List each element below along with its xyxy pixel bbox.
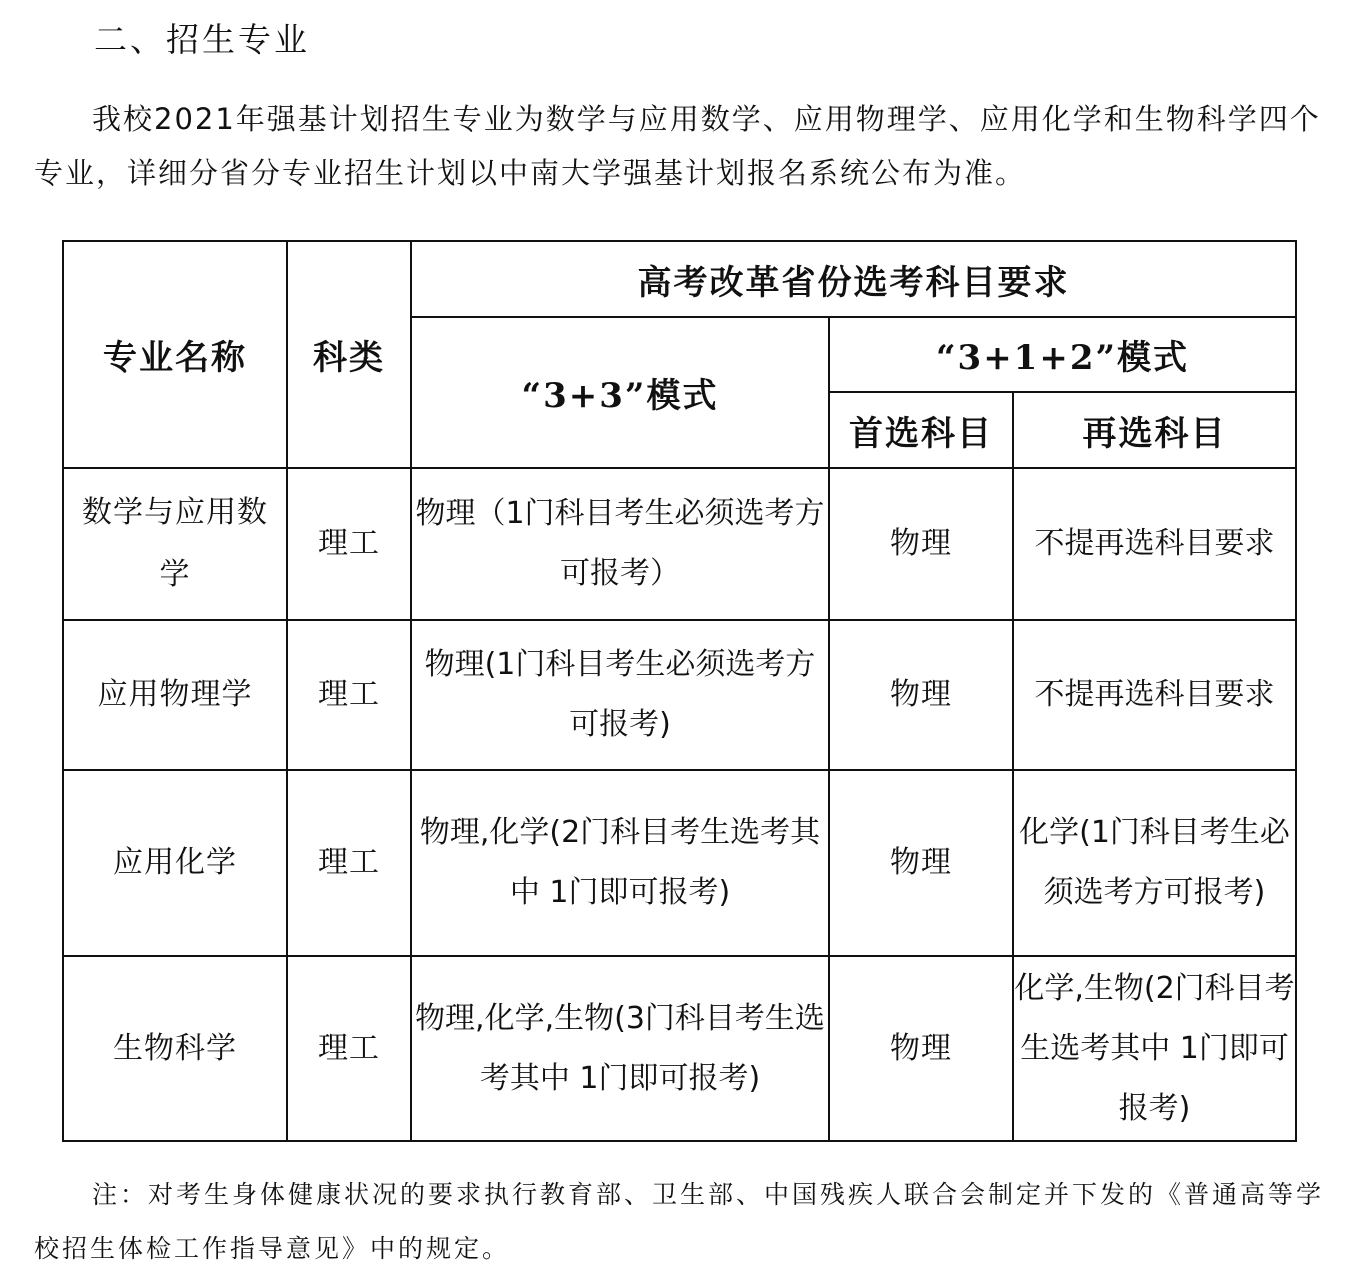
row-major: 生物科学	[63, 956, 287, 1141]
table-row	[63, 770, 1296, 956]
row-major: 应用物理学	[63, 620, 287, 770]
row-first-subject: 物理	[829, 770, 1013, 956]
table-row	[63, 468, 1296, 620]
row-mode-3-3: 物理,化学(2门科目考生选考其中 1门即可报考)	[411, 770, 829, 956]
header-reform: 高考改革省份选考科目要求	[411, 241, 1296, 317]
header-major: 专业名称	[63, 241, 287, 468]
major-requirements-table	[62, 240, 1297, 1142]
header-second-subject: 再选科目	[1013, 392, 1296, 468]
table-row	[63, 620, 1296, 770]
row-category: 理工	[287, 956, 411, 1141]
row-first-subject: 物理	[829, 468, 1013, 620]
row-major: 应用化学	[63, 770, 287, 956]
note-paragraph: 注：对考生身体健康状况的要求执行教育部、卫生部、中国残疾人联合会制定并下发的《普通高等学校招生体检工作指导意见》中的规定。	[34, 1180, 1325, 1263]
table-row	[63, 956, 1296, 1141]
row-category: 理工	[287, 468, 411, 620]
row-second-subject: 不提再选科目要求	[1013, 620, 1296, 770]
row-mode-3-3: 物理（1门科目考生必须选考方可报考）	[411, 468, 829, 620]
header-mode-3-3: “3+3”模式	[411, 317, 829, 468]
intro-paragraph: 我校2021年强基计划招生专业为数学与应用数学、应用物理学、应用化学和生物科学四个专业，详细分省分专业招生计划以中南大学强基计划报名系统公布为准。	[34, 102, 1321, 190]
header-category: 科类	[287, 241, 411, 468]
row-second-subject: 化学(1门科目考生必须选考方可报考)	[1013, 770, 1296, 956]
row-major: 数学与应用数学	[63, 468, 287, 620]
section-heading: 二、招生专业	[94, 20, 310, 59]
header-mode-3-1-2: “3+1+2”模式	[829, 317, 1296, 392]
row-category: 理工	[287, 620, 411, 770]
row-first-subject: 物理	[829, 956, 1013, 1141]
row-second-subject: 不提再选科目要求	[1013, 468, 1296, 620]
header-first-subject: 首选科目	[829, 392, 1013, 468]
row-category: 理工	[287, 770, 411, 956]
row-second-subject: 化学,生物(2门科目考生选考其中 1门即可报考)	[1013, 956, 1296, 1141]
row-mode-3-3: 物理,化学,生物(3门科目考生选考其中 1门即可报考)	[411, 956, 829, 1141]
row-mode-3-3: 物理(1门科目考生必须选考方可报考)	[411, 620, 829, 770]
row-first-subject: 物理	[829, 620, 1013, 770]
